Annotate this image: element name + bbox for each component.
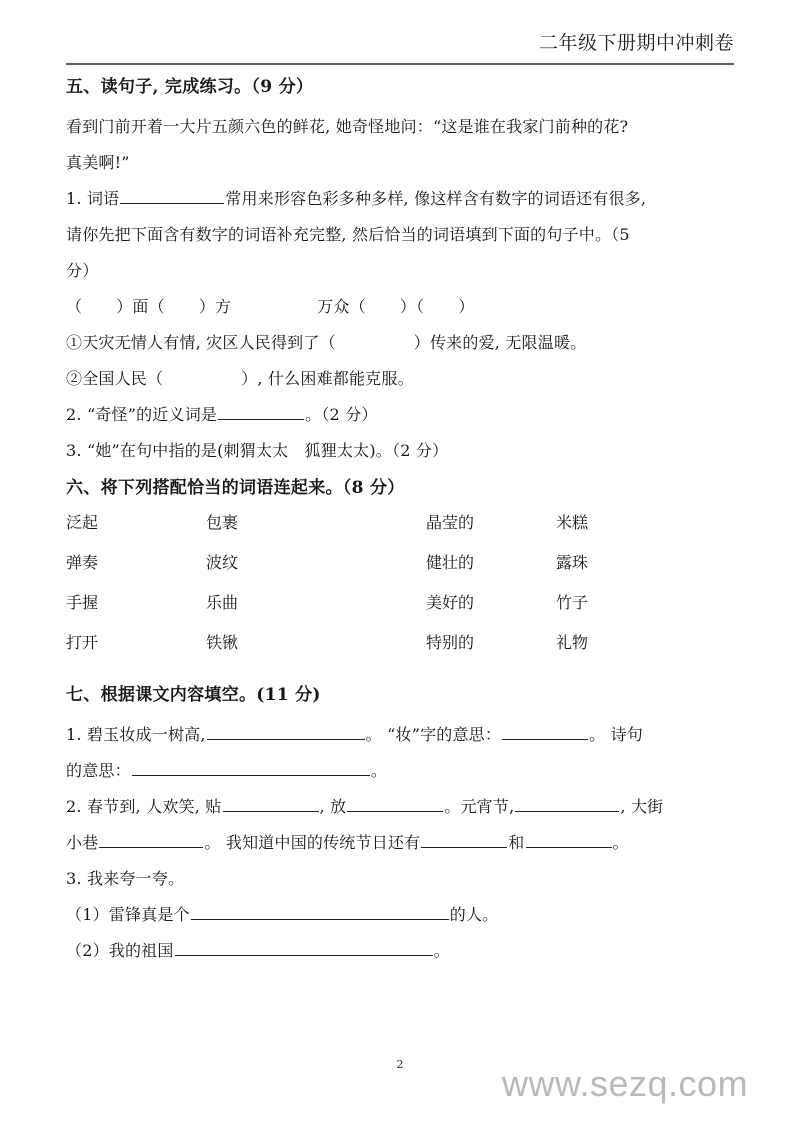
section-five-question-3: 3. “她”在句中指的是(刺猬太太 狐狸太太)。（2 分） (66, 440, 449, 460)
section-seven-question-2-line-2 (66, 825, 738, 861)
section-six (66, 477, 738, 670)
match-col4-word[interactable]: 竹子 (556, 592, 589, 612)
s7-q2-text-3: 。元宵节, (444, 796, 515, 816)
header-title: 二年级下册期中冲刺卷 (538, 32, 734, 54)
section-seven-question-3-item-1 (66, 897, 738, 933)
s7-q1-text-1: 1. 碧玉妆成一树高, (66, 724, 206, 744)
item-2-text-before: ②全国人民（ (66, 368, 164, 388)
section-seven (66, 684, 738, 969)
section-five-question-1-line-3: 分） (66, 260, 99, 280)
s7-q1-blank-3[interactable] (132, 760, 370, 776)
word-matching-grid (66, 510, 738, 670)
idiom-a-middle: ）面（ (116, 296, 165, 316)
page-content (66, 76, 738, 971)
s7-q2-text-2: , 放 (319, 796, 347, 816)
s7-q2-blank-1[interactable] (223, 796, 319, 812)
match-col2-word[interactable]: 铁锹 (206, 632, 239, 652)
header-divider (66, 63, 734, 65)
s7-q1-blank-2[interactable] (502, 724, 588, 740)
idiom-b-middle: ）（ (399, 296, 425, 316)
match-col3-word[interactable]: 美好的 (426, 592, 475, 612)
section-seven-question-2-line-1 (66, 789, 738, 825)
s7-q2-line2-text-1: 小巷 (66, 832, 99, 852)
idiom-b-close: ） (458, 296, 475, 316)
q2-blank[interactable] (218, 404, 304, 420)
match-col3-word[interactable]: 特别的 (426, 632, 475, 652)
idiom-a-open: （ (66, 296, 83, 316)
s7-q1-line2-text-2: 。 (370, 760, 388, 780)
s7-q3-2-text-2: 。 (433, 940, 450, 960)
section-seven-heading: 七、根据课文内容填空。(11 分) (66, 684, 321, 705)
match-col1-word[interactable]: 泛起 (66, 512, 99, 532)
match-col2-word[interactable]: 乐曲 (206, 592, 239, 612)
section-five-item-2 (66, 361, 738, 397)
section-five-question-1-line-1 (66, 181, 738, 217)
match-col1-word[interactable]: 弹奏 (66, 552, 99, 572)
section-seven-question-1-line-2 (66, 753, 738, 789)
section-five-question-1-line-2: 请你先把下面含有数字的词语补充完整, 然后恰当的词语填到下面的句子中。（5 (66, 224, 630, 244)
matching-row (66, 510, 738, 550)
section-five (66, 76, 738, 469)
s7-q2-line2-text-4: 。 (612, 832, 629, 852)
match-col2-word[interactable]: 包裹 (206, 512, 239, 532)
section-five-item-1 (66, 325, 738, 361)
s7-q2-blank-4[interactable] (99, 832, 203, 848)
s7-q1-text-2: 。 “妆”字的意思： (365, 724, 502, 744)
section-six-heading: 六、将下列搭配恰当的词语连起来。（8 分） (66, 477, 405, 498)
q2-text-before: 2. “奇怪”的近义词是 (66, 404, 218, 424)
s7-q1-text-3: 。 诗句 (589, 724, 643, 744)
s7-q2-blank-5[interactable] (421, 832, 507, 848)
section-five-heading: 五、读句子, 完成练习。（9 分） (66, 77, 314, 97)
s7-q3-1-text-2: 的人。 (449, 904, 499, 924)
s7-q3-2-blank[interactable] (175, 940, 433, 956)
s7-q3-1-text-1: （1）雷锋真是个 (66, 904, 190, 924)
s7-q2-line2-text-2: 。 我知道中国的传统节日还有 (204, 832, 421, 852)
matching-row (66, 590, 738, 630)
match-col3-word[interactable]: 健壮的 (426, 552, 475, 572)
section-five-idiom-row (66, 289, 738, 325)
section-seven-question-3: 3. 我来夸一夸。 (66, 868, 185, 888)
s7-q2-blank-2[interactable] (347, 796, 443, 812)
match-col4-word[interactable]: 米糕 (556, 512, 589, 532)
section-seven-question-3-item-2 (66, 933, 738, 969)
q1-blank-1[interactable] (120, 188, 224, 204)
s7-q1-line2-text-1: 的意思： (66, 760, 131, 780)
idiom-a-close: ）方 (198, 296, 232, 316)
q1-text-after-blank: 常用来形容色彩多种多样, 像这样含有数字的词语还有很多, (225, 188, 647, 208)
s7-q2-text-4: , 大街 (620, 796, 664, 816)
s7-q3-1-blank[interactable] (191, 904, 449, 920)
section-seven-question-1-line-1 (66, 717, 738, 753)
match-col1-word[interactable]: 打开 (66, 632, 99, 652)
match-col1-word[interactable]: 手握 (66, 592, 99, 612)
s7-q1-blank-1[interactable] (207, 724, 365, 740)
s7-q2-blank-6[interactable] (526, 832, 612, 848)
matching-row (66, 550, 738, 590)
s7-q2-text-1: 2. 春节到, 人欢笑, 贴 (66, 796, 222, 816)
item-1-text-before: ①天灾无情人有情, 灾区人民得到了（ (66, 332, 336, 352)
idiom-b-open: 万众（ (317, 296, 366, 316)
section-five-question-2 (66, 397, 738, 433)
page-number: 2 (396, 1058, 404, 1071)
match-col2-word[interactable]: 波纹 (206, 552, 239, 572)
item-2-text-after: ）, 什么困难都能克服。 (241, 368, 414, 388)
page-header (66, 34, 734, 53)
s7-q2-blank-3[interactable] (515, 796, 619, 812)
item-1-text-after: ）传来的爱, 无限温暖。 (413, 332, 587, 352)
q1-text-before-blank: 1. 词语 (66, 188, 120, 208)
s7-q3-2-text-1: （2）我的祖国 (66, 940, 174, 960)
s7-q2-line2-text-3: 和 (508, 832, 525, 852)
match-col4-word[interactable]: 露珠 (556, 552, 589, 572)
q2-text-after: 。（2 分） (305, 404, 378, 424)
section-five-passage-line-1: 看到门前开着一大片五颜六色的鲜花, 她奇怪地问：“这是谁在我家门前种的花? (66, 116, 629, 136)
site-watermark: www.sezq.com (502, 1063, 749, 1104)
match-col3-word[interactable]: 晶莹的 (426, 512, 475, 532)
matching-row (66, 630, 738, 670)
match-col4-word[interactable]: 礼物 (556, 632, 589, 652)
section-five-passage-line-2: 真美啊!” (66, 152, 130, 172)
